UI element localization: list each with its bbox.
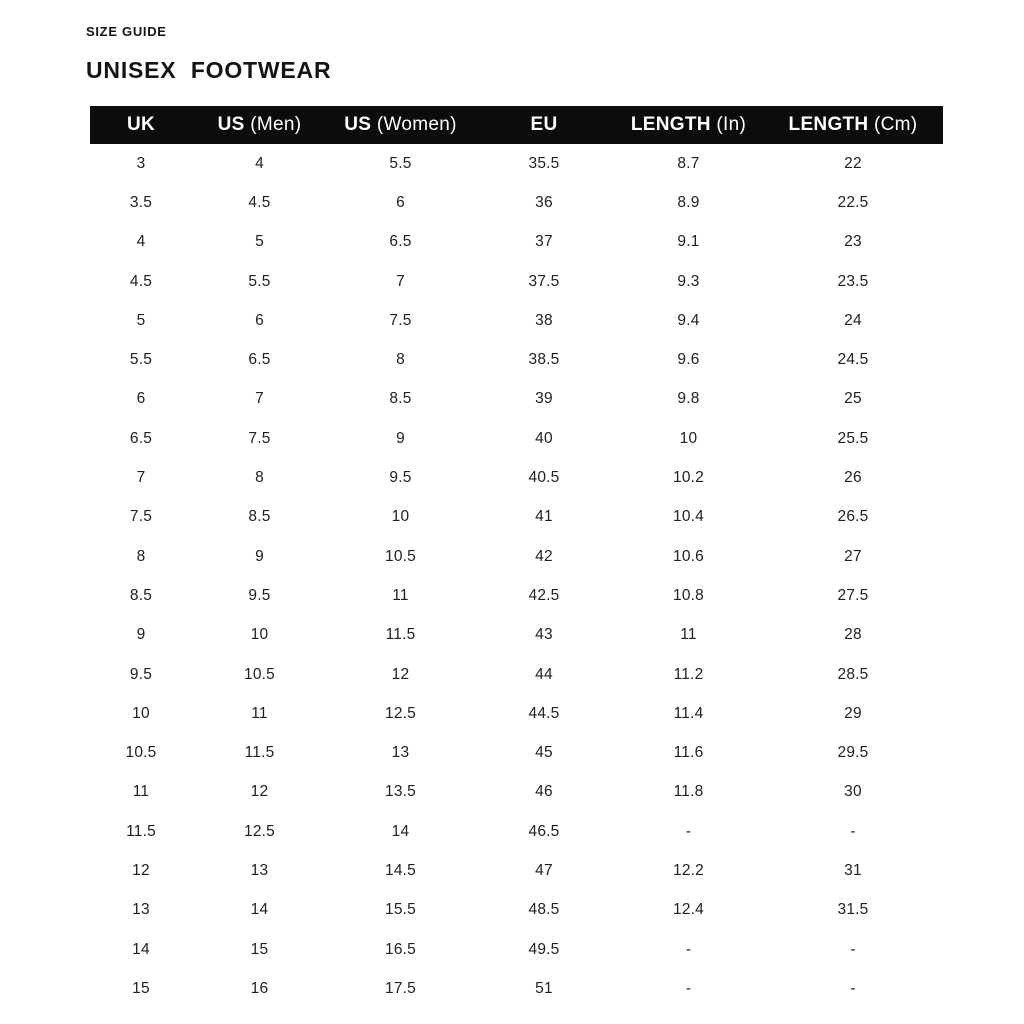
size-cell: 22 xyxy=(844,154,862,172)
size-cell: 7 xyxy=(255,390,264,408)
table-row xyxy=(90,183,943,222)
size-cell: 25 xyxy=(844,390,862,408)
size-cell: 9.5 xyxy=(248,586,271,604)
page-title: UNISEX FOOTWEAR xyxy=(86,57,332,83)
size-cell: 11.5 xyxy=(385,626,416,644)
size-cell: 3 xyxy=(136,154,146,172)
column-header-light: (Women) xyxy=(371,114,457,135)
size-cell: 26 xyxy=(844,469,862,487)
table-row xyxy=(90,301,943,340)
size-cell: 39 xyxy=(535,390,553,408)
size-cell: 9 xyxy=(136,626,146,644)
size-cell: 38 xyxy=(535,311,553,329)
size-cell: 9.6 xyxy=(677,351,700,369)
size-cell: 42 xyxy=(535,547,553,565)
size-cell: 23.5 xyxy=(837,272,869,290)
column-header-bold: US xyxy=(344,114,372,135)
size-cell: 10.5 xyxy=(244,665,275,683)
table-row xyxy=(90,144,943,183)
size-cell: 4 xyxy=(255,154,264,172)
table-row xyxy=(90,694,943,733)
size-cell: 40 xyxy=(535,429,553,447)
size-cell: 10 xyxy=(391,508,410,526)
size-cell: 7.5 xyxy=(389,311,412,329)
table-row xyxy=(90,498,943,537)
size-cell: 14 xyxy=(132,940,150,958)
column-header xyxy=(614,106,763,144)
size-cell: 10.4 xyxy=(673,508,704,526)
size-cell: 11 xyxy=(392,586,409,604)
size-cell: 10 xyxy=(132,704,150,722)
size-cell: 46.5 xyxy=(528,822,560,840)
size-cell: 14.5 xyxy=(385,861,416,879)
size-cell: 9.4 xyxy=(677,311,700,329)
size-cell: 7.5 xyxy=(248,429,271,447)
size-cell: 13 xyxy=(391,744,410,762)
size-cell: 6.5 xyxy=(389,233,412,251)
size-cell: 26.5 xyxy=(837,508,869,526)
size-cell: 40.5 xyxy=(528,469,560,487)
column-header-bold: UK xyxy=(126,114,156,135)
size-cell: 4 xyxy=(136,233,146,251)
size-cell: 29 xyxy=(844,704,862,722)
size-cell: 9.3 xyxy=(677,272,700,290)
size-cell: 8 xyxy=(255,469,264,487)
size-cell: 6 xyxy=(136,390,146,408)
size-cell: 5.5 xyxy=(248,272,271,290)
header-row xyxy=(90,106,943,144)
table-row xyxy=(90,537,943,576)
size-table-header xyxy=(90,106,943,144)
size-cell: 5 xyxy=(136,311,146,329)
size-cell: 12.2 xyxy=(673,861,704,879)
size-cell: - xyxy=(685,822,692,840)
table-row xyxy=(90,891,943,930)
table-row xyxy=(90,223,943,262)
size-cell: 14 xyxy=(391,822,410,840)
size-cell: 51 xyxy=(535,979,553,997)
size-cell: - xyxy=(685,979,692,997)
size-cell: 13 xyxy=(132,901,150,919)
size-cell: 37.5 xyxy=(528,272,560,290)
table-row xyxy=(90,576,943,615)
size-cell: 45 xyxy=(535,744,553,762)
size-cell: 5.5 xyxy=(129,351,153,369)
size-cell: 13 xyxy=(250,861,269,879)
size-cell: 42.5 xyxy=(528,586,560,604)
size-cell: 17.5 xyxy=(385,979,416,997)
size-cell: 37 xyxy=(535,233,553,251)
size-cell: 24.5 xyxy=(837,351,869,369)
column-header-light: (Cm) xyxy=(868,114,918,135)
size-cell: 27.5 xyxy=(837,586,869,604)
size-cell: 25.5 xyxy=(837,429,869,447)
column-header xyxy=(90,106,192,144)
size-cell: 6.5 xyxy=(129,429,153,447)
size-cell: 47 xyxy=(535,861,553,879)
column-header xyxy=(474,106,614,144)
size-cell: 11.6 xyxy=(673,744,704,762)
size-cell: 9 xyxy=(255,547,264,565)
column-header-bold: LENGTH xyxy=(630,114,711,135)
size-cell: 22.5 xyxy=(837,193,869,211)
table-row xyxy=(90,458,943,497)
size-cell: 12 xyxy=(250,783,269,801)
table-row xyxy=(90,655,943,694)
column-header-light: (In) xyxy=(710,114,747,135)
size-table xyxy=(90,106,943,1009)
table-row xyxy=(90,616,943,655)
size-cell: 28 xyxy=(844,626,862,644)
size-cell: 6.5 xyxy=(248,351,271,369)
size-cell: - xyxy=(850,822,856,840)
size-cell: 10 xyxy=(679,429,698,447)
table-row xyxy=(90,851,943,890)
size-cell: 38.5 xyxy=(528,351,560,369)
size-cell: 8.5 xyxy=(129,586,153,604)
size-cell: 48.5 xyxy=(528,901,560,919)
table-row xyxy=(90,419,943,458)
column-header xyxy=(327,106,474,144)
table-row xyxy=(90,733,943,772)
size-cell: 12.4 xyxy=(673,901,704,919)
size-cell: 23 xyxy=(844,233,862,251)
size-cell: 7 xyxy=(136,469,146,487)
column-header-bold: EU xyxy=(530,114,558,135)
size-cell: 12 xyxy=(132,861,150,879)
size-cell: 8 xyxy=(396,351,405,369)
size-cell: 11 xyxy=(251,704,268,722)
size-cell: 27 xyxy=(844,547,862,565)
size-cell: 10.8 xyxy=(673,586,704,604)
size-cell: 11.5 xyxy=(126,822,156,840)
size-guide-label: SIZE GUIDE xyxy=(86,24,167,39)
size-cell: 3.5 xyxy=(129,193,153,211)
size-cell: 11.8 xyxy=(673,783,704,801)
size-cell: 28.5 xyxy=(837,665,869,683)
size-cell: 44 xyxy=(535,665,553,683)
size-cell: - xyxy=(850,940,856,958)
size-cell: 11.4 xyxy=(673,704,704,722)
size-cell: 16.5 xyxy=(385,940,416,958)
table-row xyxy=(90,773,943,812)
size-cell: - xyxy=(685,940,692,958)
size-cell: 11.2 xyxy=(673,665,704,683)
size-cell: 6 xyxy=(255,311,264,329)
size-cell: 15 xyxy=(132,979,150,997)
size-cell: 31.5 xyxy=(837,901,869,919)
column-header xyxy=(192,106,327,144)
size-cell: 9.8 xyxy=(677,390,700,408)
size-cell: 10 xyxy=(250,626,269,644)
size-cell: 8.7 xyxy=(677,154,700,172)
size-cell: 4.5 xyxy=(248,193,271,211)
size-cell: 8 xyxy=(136,547,146,565)
size-cell: 30 xyxy=(844,783,862,801)
size-cell: 49.5 xyxy=(528,940,560,958)
size-cell: 15 xyxy=(250,940,269,958)
size-cell: 9.5 xyxy=(129,665,153,683)
table-row xyxy=(90,380,943,419)
size-cell: 9.5 xyxy=(389,469,412,487)
table-row xyxy=(90,969,943,1008)
size-cell: 11.5 xyxy=(244,744,275,762)
table-row xyxy=(90,930,943,969)
size-cell: 13.5 xyxy=(385,783,416,801)
size-cell: 9.1 xyxy=(677,233,700,251)
size-cell: - xyxy=(850,979,856,997)
table-row xyxy=(90,812,943,851)
size-cell: 7.5 xyxy=(129,508,153,526)
size-cell: 36 xyxy=(535,193,553,211)
size-cell: 31 xyxy=(844,861,862,879)
table-row xyxy=(90,262,943,301)
size-cell: 10.5 xyxy=(385,547,416,565)
size-cell: 15.5 xyxy=(385,901,416,919)
size-cell: 29.5 xyxy=(837,744,869,762)
column-header xyxy=(763,106,943,144)
size-cell: 5 xyxy=(255,233,264,251)
size-cell: 5.5 xyxy=(389,154,412,172)
size-cell: 6 xyxy=(396,193,405,211)
table-row xyxy=(90,340,943,379)
size-cell: 12.5 xyxy=(244,822,275,840)
size-cell: 10.5 xyxy=(125,744,157,762)
size-cell: 4.5 xyxy=(129,272,153,290)
size-cell: 41 xyxy=(535,508,553,526)
size-table-body xyxy=(90,144,943,1009)
size-cell: 35.5 xyxy=(528,154,560,172)
size-cell: 46 xyxy=(535,783,553,801)
size-cell: 12.5 xyxy=(385,704,416,722)
column-header-light: (Men) xyxy=(244,114,302,135)
size-cell: 8.5 xyxy=(389,390,412,408)
size-cell: 16 xyxy=(250,979,269,997)
size-cell: 11 xyxy=(680,626,697,644)
size-cell: 44.5 xyxy=(528,704,560,722)
size-cell: 14 xyxy=(250,901,269,919)
size-cell: 8.5 xyxy=(248,508,271,526)
size-cell: 24 xyxy=(844,311,862,329)
column-header-bold: LENGTH xyxy=(788,114,869,135)
column-header-bold: US xyxy=(217,114,245,135)
size-cell: 9 xyxy=(396,429,405,447)
size-cell: 10.6 xyxy=(673,547,704,565)
size-cell: 11 xyxy=(132,783,150,801)
size-cell: 7 xyxy=(396,272,405,290)
size-cell: 10.2 xyxy=(673,469,704,487)
size-cell: 43 xyxy=(535,626,553,644)
size-cell: 8.9 xyxy=(677,193,700,211)
size-cell: 12 xyxy=(391,665,410,683)
